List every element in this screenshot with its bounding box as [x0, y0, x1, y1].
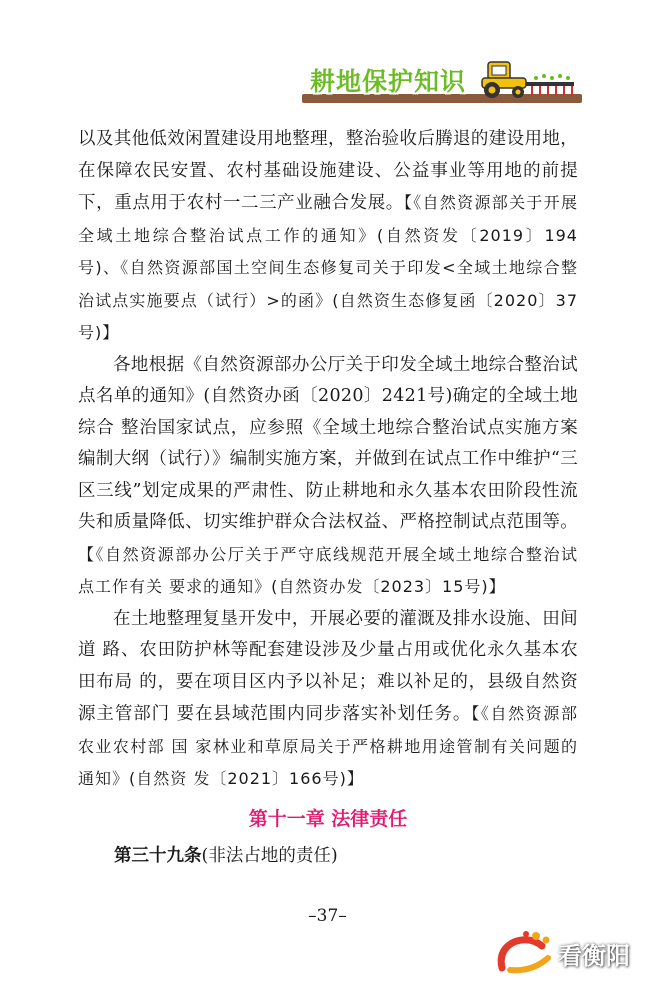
paragraph-text: 各地根据《自然资源部办公厅关于印发全域土地综合整治试点名单的通知》(自然资办函〔2020〕2421号)确定的全域土地综合 整治国家试点，应参照《全域土地综合整治试点实施方案编制大纲（试行）》编制实施方案，并做到在试点工作中维护“三区三线”划定成果的严肃性、防止耕地和永久基本农田阶段性流失和质量降低、切实维护群众合法权益、严格控制试点范围等。	[78, 354, 578, 532]
page-header	[302, 58, 582, 108]
page-number: –37–	[308, 906, 347, 926]
article-number: 第三十九条	[114, 845, 202, 866]
article-title: (非法占地的责任)	[201, 845, 338, 866]
page-body	[78, 124, 578, 870]
paragraph-reference: 【《自然资源部 农业农村部 国 家林业和草原局关于严格耕地用途管制有关问题的通知》(自然资 发〔2021〕166号)】	[78, 704, 578, 788]
paragraph-1	[78, 124, 578, 350]
paragraph-reference: 【《自然资源部关于开展全域土地综合整治试点工作的通知》(自然资发〔2019〕194号)、《自然资源部国土空间生态修复司关于印发<全域土地综合整治试点实施要点（试行）>的函》(自然资生态修复函〔2020〕37号)】	[78, 193, 578, 342]
paragraph-text: 在土地整理复垦开发中，开展必要的灌溉及排水设施、田间道 路、农田防护林等配套建设涉及少量占用或优化永久基本农田布局 的，要在项目区内予以补足；难以补足的，县级自然资源主管部门 要在县域范围内同步落实补划任务。	[78, 608, 578, 724]
paragraph-text: 以及其他低效闲置建设用地整理，整治验收后腾退的建设用地，在保障农民安置、农村基础设施建设、公益事业等用地的前提下，重点用于农村一二三产业融合发展。	[78, 129, 578, 213]
paragraph-reference: 【《自然资源部办公厅关于严守底线规范开展全域土地综合整治试点工作有关 要求的通知》(自然资办发〔2023〕15号)】	[78, 544, 578, 596]
header-title: 耕地保护知识	[310, 67, 467, 96]
watermark	[496, 928, 646, 976]
chapter-title: 第十一章 法律责任	[248, 807, 408, 830]
watermark-logo-icon	[496, 928, 558, 976]
paragraph-2	[78, 350, 578, 604]
watermark-text: 看衡阳	[558, 942, 630, 970]
article-heading	[114, 842, 578, 870]
tractor-icon	[478, 58, 582, 100]
paragraph-3	[78, 604, 578, 796]
